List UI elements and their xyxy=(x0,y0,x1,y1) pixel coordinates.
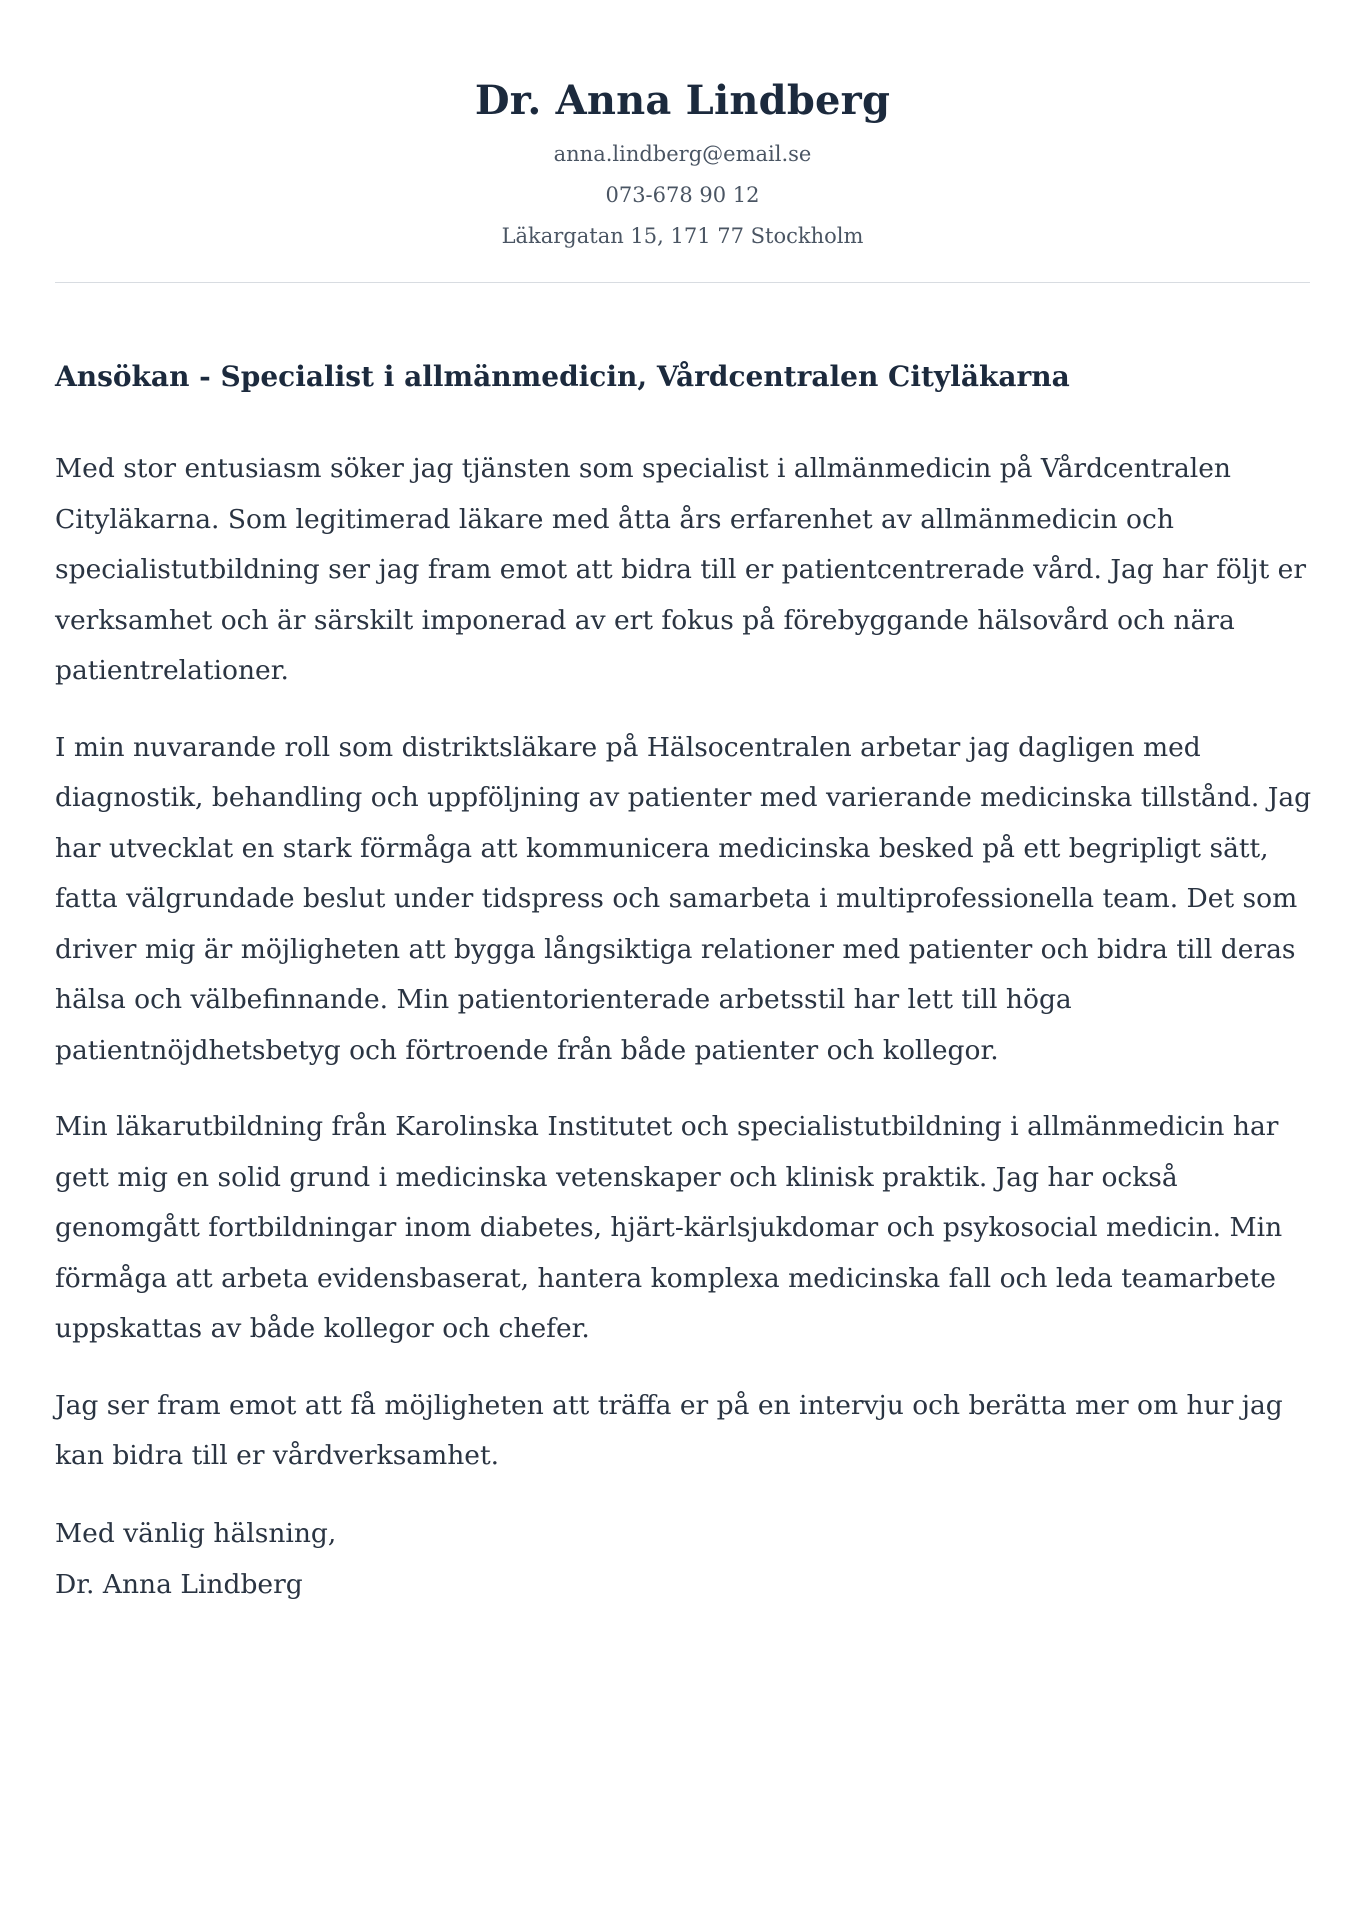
letter-closing xyxy=(55,1509,336,1610)
sender-email: anna.lindberg@email.se xyxy=(553,142,812,166)
closing-phrase: Med vänlig hälsning, xyxy=(55,1518,337,1549)
body-paragraph-1: Med stor entusiasm söker jag tjänsten som specialist i allmänmedicin på Vårdcentralen Cityläkarna. Som legitimerad läkare med åtta års erfarenhet av allmänmedicin och specialistutbildning ser jag fram emot att bidra till er patientcentrerade vård. Jag har följt er verksamhet och är särskilt imponerad av ert fokus på förebyggande hälsovård och nära patientrelationer. xyxy=(55,453,1306,686)
letter-body xyxy=(55,444,1317,1508)
header-divider xyxy=(55,282,1310,283)
body-paragraph-3: Min läkarutbildning från Karolinska Institutet och specialistutbildning i allmänmedicin har gett mig en solid grund i medicinska vetenskaper och klinisk praktik. Jag har också genomgått fortbildningar inom diabetes, hjärt-kärlsjukdomar och psykosocial medicin. Min förmåga att arbeta evidensbaserat, hantera komplexa medicinska fall och leda teamarbete uppskattas av både kollegor och chefer. xyxy=(55,1111,1283,1344)
sender-address: Läkargatan 15, 171 77 Stockholm xyxy=(501,224,864,248)
body-paragraph-2: I min nuvarande roll som distriktsläkare på Hälsocentralen arbetar jag dagligen med diagnostik, behandling och uppföljning av patienter med varierande medicinska tillstånd. Jag har utvecklat en stark förmåga att kommunicera medicinska besked på ett begripligt sätt, fatta välgrundade beslut under tidspress och samarbeta i multiprofessionella team. Det som driver mig är möjligheten att bygga långsiktiga relationer med patienter och bidra till deras hälsa och välbefinnande. Min patientorienterade arbetsstil har lett till höga patientnöjdhetsbetyg och förtroende från både patienter och kollegor. xyxy=(55,731,1312,1066)
letter-header xyxy=(55,70,1310,257)
sender-phone: 073-678 90 12 xyxy=(605,183,760,207)
letter-subject: Ansökan - Specialist i allmänmedicin, Vårdcentralen Cityläkarna xyxy=(55,360,1070,393)
signature-name: Dr. Anna Lindberg xyxy=(55,1568,303,1600)
body-paragraph-4: Jag ser fram emot att få möjligheten att träffa er på en intervju och berätta mer om hur jag kan bidra till er vårdverksamhet. xyxy=(55,1389,1283,1471)
sender-name: Dr. Anna Lindberg xyxy=(474,77,891,124)
